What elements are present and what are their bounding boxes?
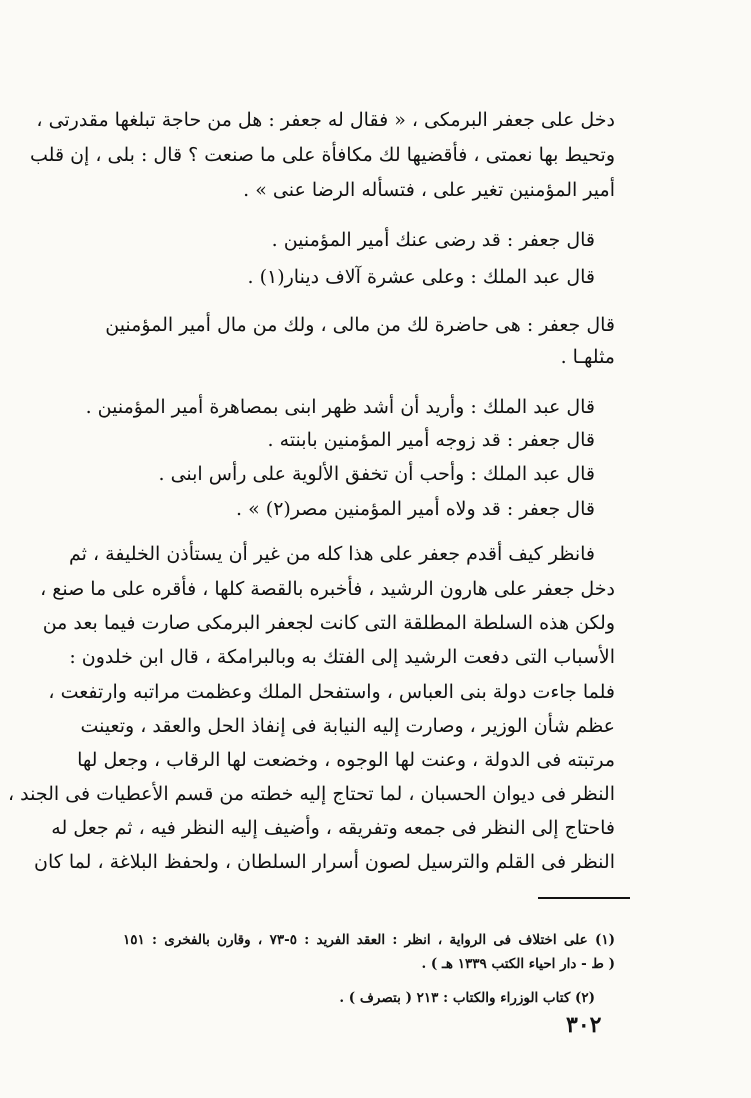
footnote-separator [538, 897, 630, 899]
text-line: فانظر كيف أقدم جعفر على هذا كله من غير أن يستأذن الخليفة ، ثم [69, 543, 595, 565]
footnote-line: (٢) كتاب الوزراء والكتاب : ٢١٣ ( بتصرف ) . [339, 990, 595, 1006]
footnote-line: ( ط - دار احياء الكتب ١٣٣٩ هـ ) . [421, 956, 615, 972]
text-line: الأسباب التى دفعت الرشيد إلى الفتك به وبالبرامكة ، قال ابن خلدون : [69, 646, 615, 668]
dialogue-line: قال جعفر : قد زوجه أمير المؤمنين بابنته . [267, 429, 595, 451]
text-line: أمير المؤمنين تغير على ، فتسأله الرضا عنى » . [243, 179, 615, 201]
text-line: دخل على جعفر البرمكى ، « فقال له جعفر : هل من حاجة تبلغها مقدرتى ، [36, 109, 615, 131]
text-line: ولكن هذه السلطة المطلقة التى كانت لجعفر البرمكى صارت فيما بعد من [42, 612, 615, 634]
text-line: مثلهـا . [560, 346, 615, 368]
text-line: وتحيط بها نعمتى ، فأقضيها لك مكافأة على ما صنعت ؟ قال : بلى ، إن قلب [30, 144, 615, 166]
footnote-line: (١) على اختلاف فى الرواية ، انظر : العقد الفريد : ٥-٧٣ ، وقارن بالفخرى : ١٥١ [123, 932, 616, 948]
text-line: فاحتاج إلى النظر فى جمعه وتفريقه ، وأضيف إليه النظر فيه ، ثم جعل له [51, 817, 615, 839]
dialogue-line: قال عبد الملك : وأريد أن أشد ظهر ابنى بمصاهرة أمير المؤمنين . [85, 396, 595, 418]
text-line: دخل جعفر على هارون الرشيد ، فأخبره بالقصة كلها ، فأقره على ما صنع ، [40, 578, 615, 600]
dialogue-line: قال عبد الملك : وأحب أن تخفق الألوية على رأس ابنى . [158, 463, 595, 485]
text-line: فلما جاءت دولة بنى العباس ، واستفحل الملك وعظمت مراتبه وارتفعت ، [48, 681, 615, 703]
dialogue-line: قال جعفر : قد ولاه أمير المؤمنين مصر(٢) » . [236, 498, 595, 520]
page-number: ٣٠٢ [566, 1012, 602, 1038]
text-line: النظر فى القلم والترسيل لصون أسرار السلطان ، ولحفظ البلاغة ، لما كان [34, 851, 615, 873]
text-line: النظر فى ديوان الحسبان ، لما تحتاج إليه خطته من قسم الأعطيات فى الجند ، [7, 783, 615, 805]
text-line: مرتبته فى الدولة ، وعنت لها الوجوه ، وخضعت لها الرقاب ، وجعل لها [77, 749, 615, 771]
dialogue-line: قال جعفر : هى حاضرة لك من مالى ، ولك من مال أمير المؤمنين [105, 314, 615, 336]
text-line: عظم شأن الوزير ، وصارت إليه النيابة فى إنفاذ الحل والعقد ، وتعينت [80, 715, 615, 737]
dialogue-line: قال جعفر : قد رضى عنك أمير المؤمنين . [271, 229, 595, 251]
dialogue-line: قال عبد الملك : وعلى عشرة آلاف دينار(١) . [247, 266, 595, 288]
